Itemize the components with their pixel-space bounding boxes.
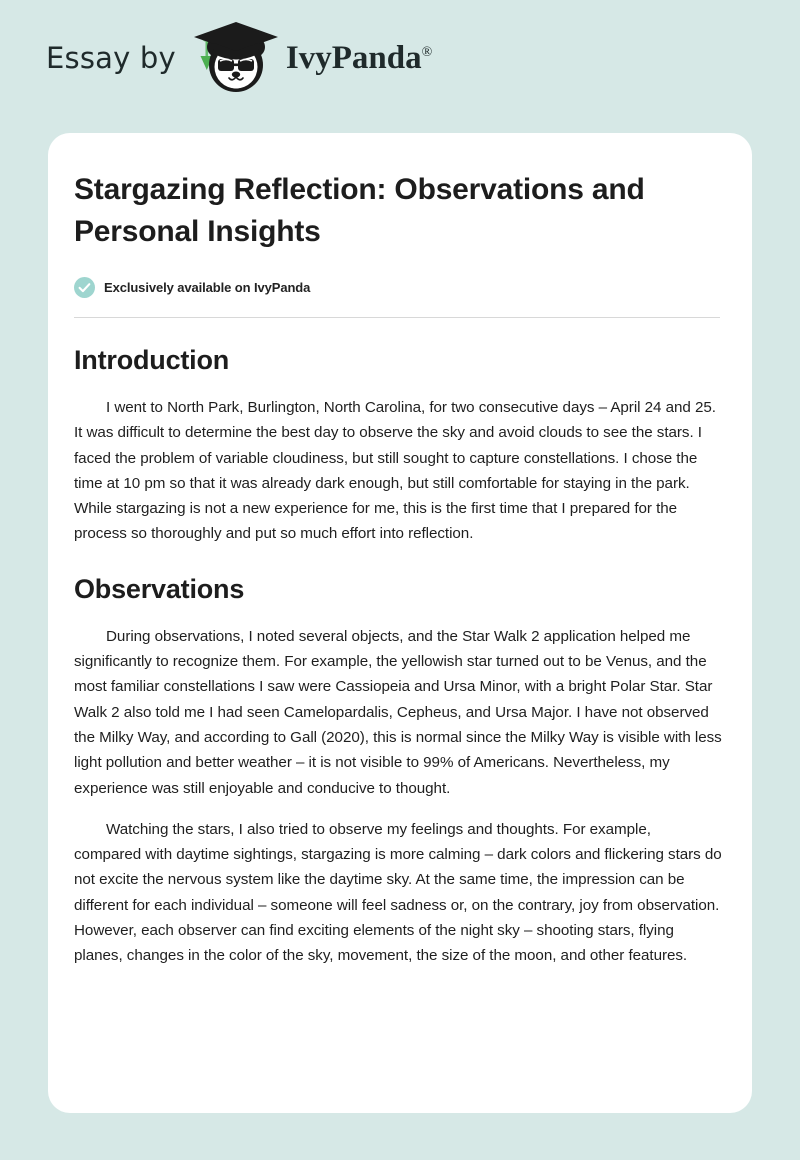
site-header <box>0 0 800 133</box>
brand-name-text: IvyPanda <box>285 40 422 76</box>
check-circle-icon <box>74 277 95 298</box>
paragraph: I went to North Park, Burlington, North Carolina, for two consecutive days – April 24 and 25. It was difficult to determine the best day to observe the sky and avoid clouds to see the stars. I faced the problem of variable cloudiness, but still sought to capture constellations. I chose the time at 10 pm so that it was already dark enough, but still comfortable for staying in the park. While stargazing is not a new experience for me, this is the first time that I prepared for the process so thoroughly and put so much effort into reflection. <box>74 399 716 543</box>
section-heading-introduction: Introduction <box>74 345 230 375</box>
ivypanda-panda-logo-icon <box>190 20 282 98</box>
document-card <box>48 133 752 1113</box>
brand-wordmark <box>286 42 432 75</box>
paragraph: Watching the stars, I also tried to observe my feelings and thoughts. For example, compared with daytime sightings, stargazing is more calming – dark colors and flickering stars do not excite the nervous system like the daytime sky. At the same time, the impression can be different for each individual – someone will feel sadness or, on the contrary, joy from observation. However, each observer can find exciting elements of the night sky – shooting stars, flying planes, changes in the color of the sky, movement, the size of the moon, and other features. <box>74 820 722 965</box>
paragraph: During observations, I noted several objects, and the Star Walk 2 application helped me significantly to recognize them. For example, the yellowish star turned out to be Venus, and the most familiar constellations I saw were Cassiopeia and Ursa Minor, with a bright Polar Star. Star Walk 2 also told me I had seen Camelopardalis, Cepheus, and Ursa Major. I have not observed the Milky Way, and according to Gall (2020), this is normal since the Milky Way is visible with less light pollution and better weather – it is not visible to 99% of Americans. Nevertheless, my experience was still enjoyable and conducive to thought. <box>74 627 722 797</box>
document-body <box>74 133 726 969</box>
page-title: Stargazing Reflection: Observations and Personal Insights <box>74 173 645 248</box>
brand-lockup <box>46 20 432 98</box>
exclusivity-badge <box>74 277 726 298</box>
section-heading-observations: Observations <box>74 573 245 604</box>
essay-by-label: Essay by <box>46 41 176 75</box>
registered-trademark-mark: ® <box>421 45 433 60</box>
exclusivity-label: Exclusively available on IvyPanda <box>104 280 311 295</box>
